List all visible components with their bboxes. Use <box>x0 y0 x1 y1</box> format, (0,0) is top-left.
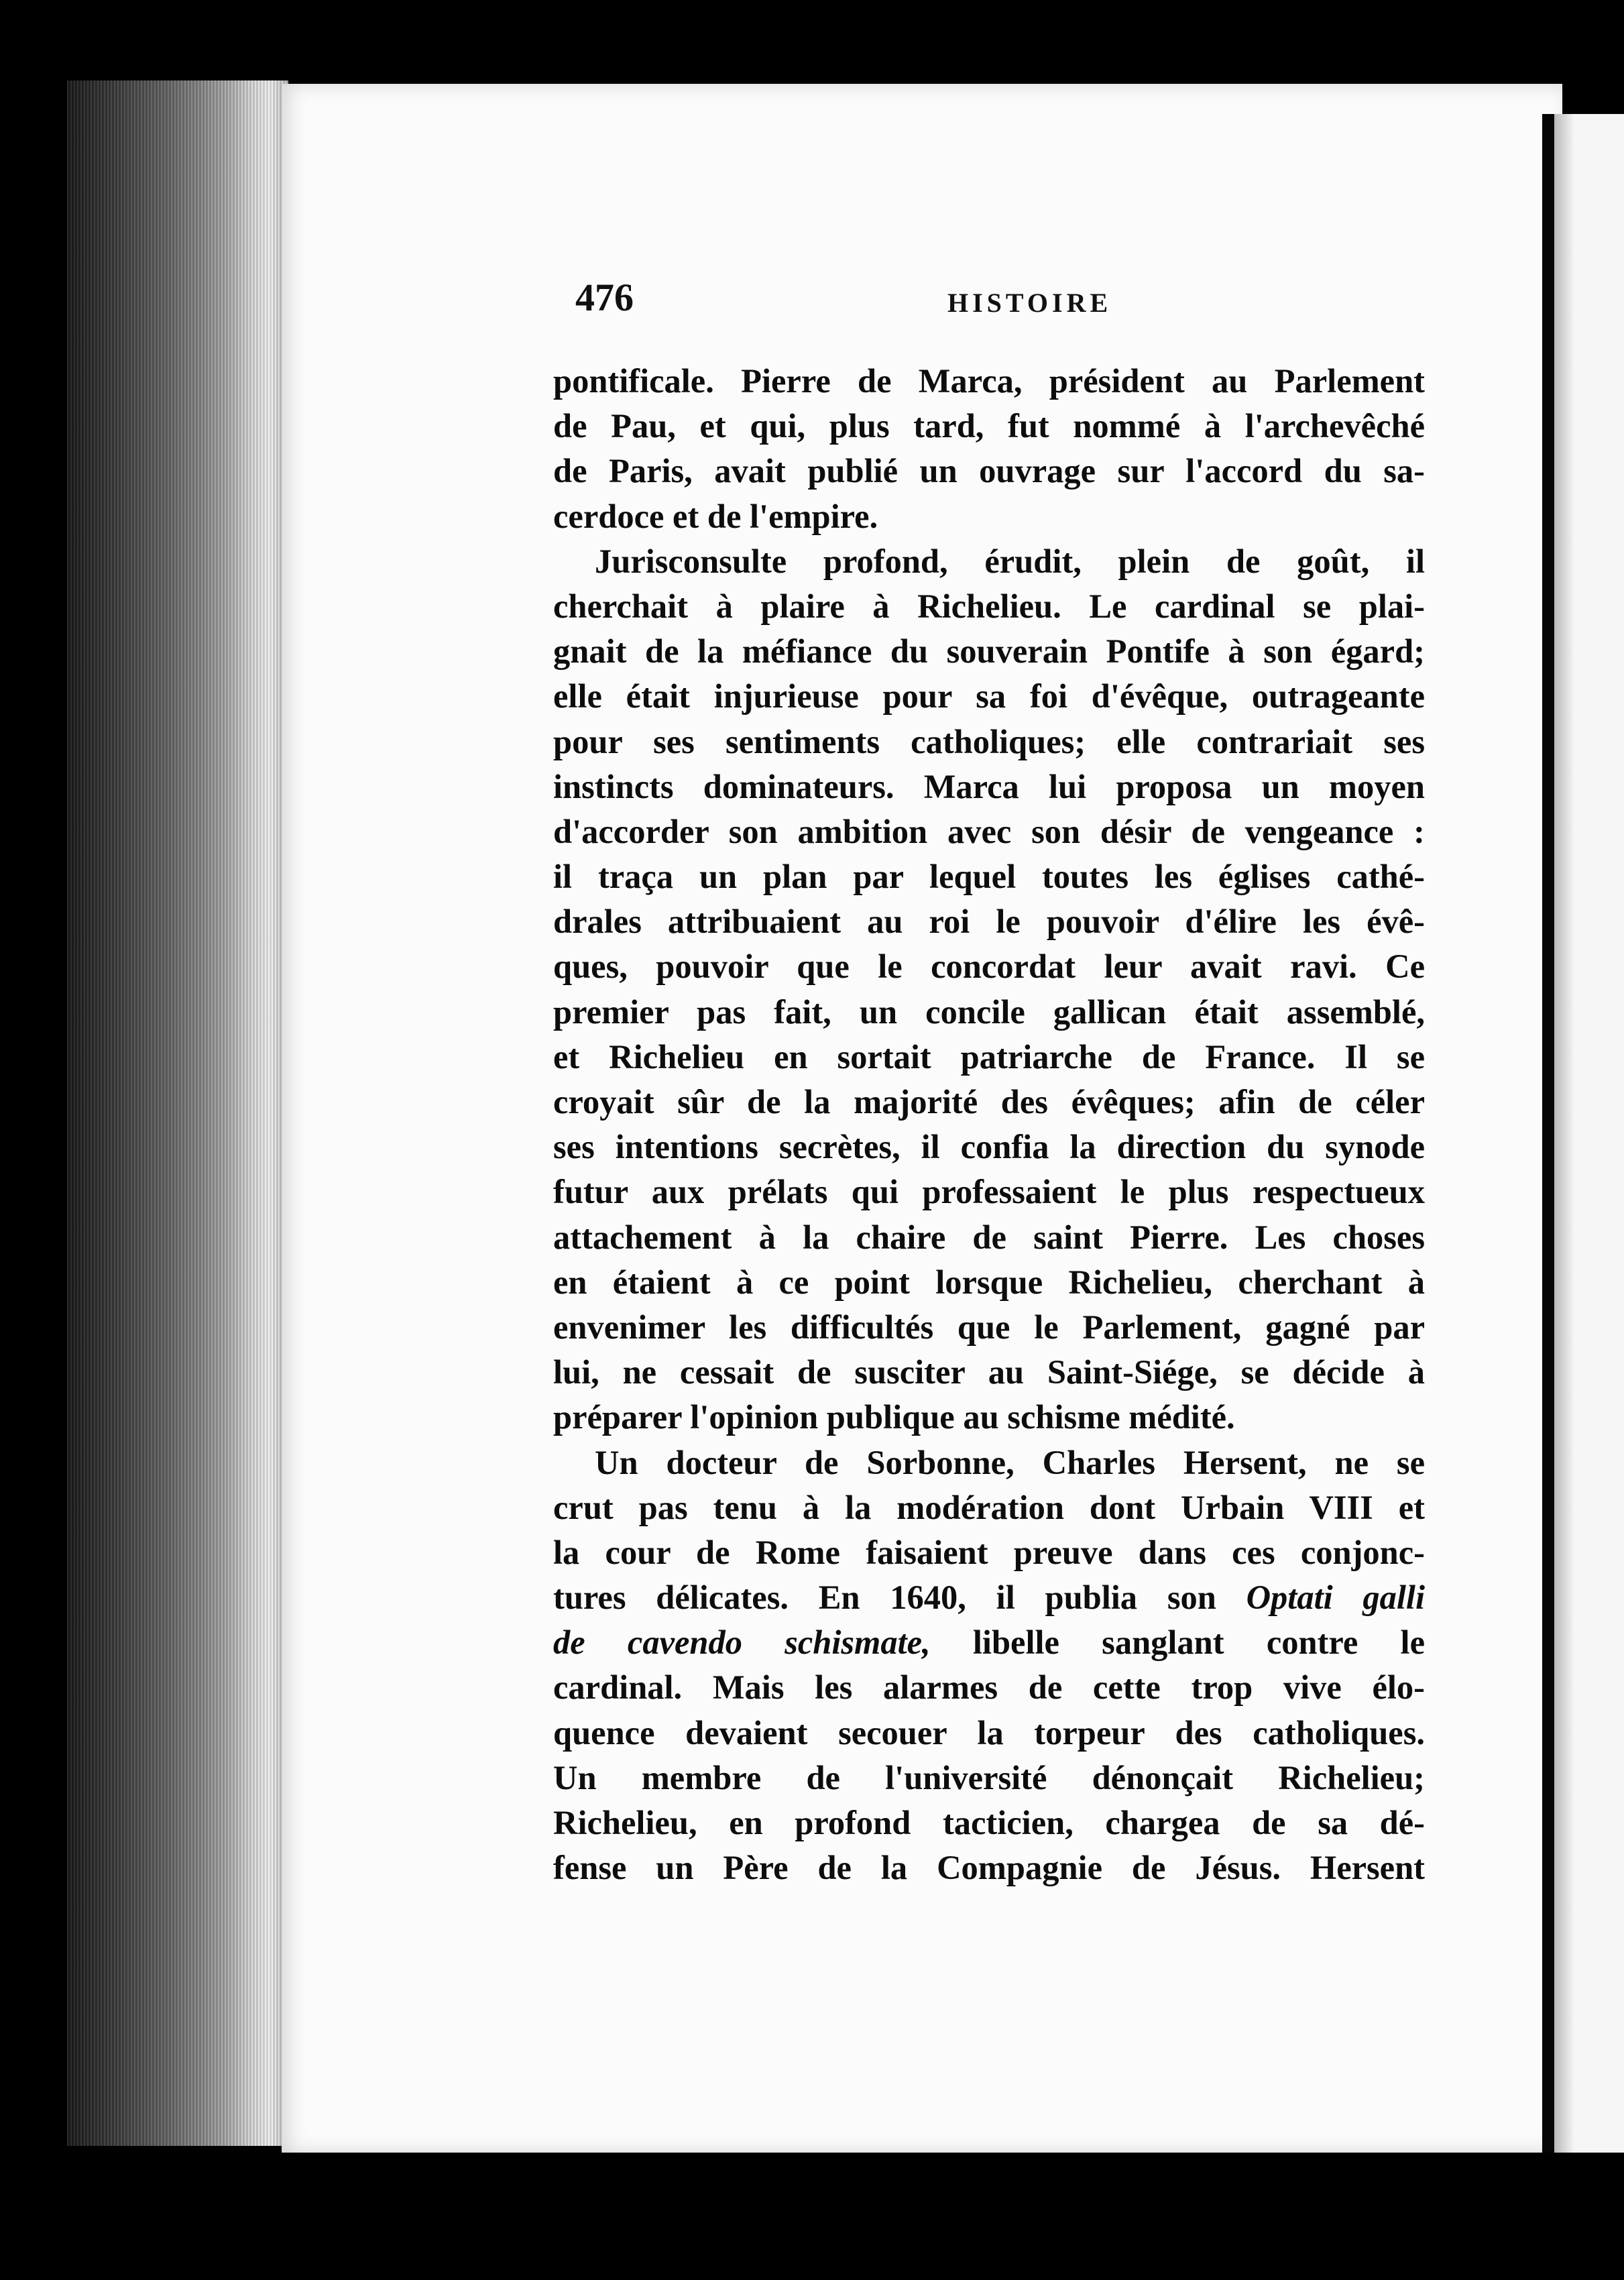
text-line: d'accorder son ambition avec son désir de vengeance : <box>553 812 1425 850</box>
italic-title: Optati galli <box>1246 1579 1425 1617</box>
facing-page-shadow <box>1554 114 1574 2153</box>
text-line: Un docteur de Sorbonne, Charles Hersent, ne se <box>595 1443 1425 1481</box>
text-line: premier pas fait, un concile gallican était assemblé, <box>553 992 1425 1031</box>
text-line: quence devaient secouer la torpeur des catholiques. <box>553 1713 1425 1752</box>
page-header <box>575 275 1434 335</box>
text-line: Richelieu, en profond tacticien, chargea de sa dé- <box>553 1804 1425 1841</box>
text-line: croyait sûr de la majorité des évêques; afin de céler <box>553 1083 1425 1121</box>
text-line: de Paris, avait publié un ouvrage sur l'accord du sa- <box>553 452 1425 490</box>
text-line: crut pas tenu à la modération dont Urbain VIII et <box>553 1488 1425 1526</box>
text-line: il traça un plan par lequel toutes les églises cathé- <box>553 858 1425 896</box>
text-line: pontificale. Pierre de Marca, président au Parlement <box>553 362 1425 400</box>
text-line: pour ses sentiments catholiques; elle contrariait ses <box>553 722 1425 760</box>
page-stack-texture <box>67 80 288 2146</box>
text-line: elle était injurieuse pour sa foi d'évêque, outrageante <box>553 677 1425 716</box>
body-text <box>553 359 1425 1890</box>
text-line: instincts dominateurs. Marca lui proposa un moyen <box>553 767 1425 805</box>
text-line: ses intentions secrètes, il confia la direction du synode <box>553 1128 1425 1166</box>
text-line: envenimer les difficultés que le Parlement, gagné par <box>553 1308 1425 1346</box>
text-segment: libelle sanglant contre le <box>930 1623 1425 1662</box>
text-line: ques, pouvoir que le concordat leur avait ravi. Ce <box>553 948 1425 986</box>
text-line: lui, ne cessait de susciter au Saint-Siége, se décide à <box>553 1353 1425 1391</box>
text-line: drales attribuaient au roi le pouvoir d'élire les évê- <box>553 903 1425 941</box>
text-line: fense un Père de la Compagnie de Jésus. Hersent <box>553 1849 1425 1887</box>
text-line: gnait de la méfiance du souverain Pontife à son égard; <box>553 632 1425 671</box>
text-line <box>553 1575 1425 1620</box>
text-line: cherchait à plaire à Richelieu. Le cardinal se plai- <box>553 587 1425 625</box>
text-line: attachement à la chaire de saint Pierre. Les choses <box>553 1218 1425 1256</box>
text-line: préparer l'opinion publique au schisme médité. <box>553 1398 1235 1436</box>
text-line: futur aux prélats qui professaient le plus respectueux <box>553 1173 1425 1211</box>
text-segment: tures délicates. En 1640, il publia son <box>553 1579 1246 1617</box>
text-line: cardinal. Mais les alarmes de cette trop vive élo- <box>553 1668 1425 1707</box>
text-line: de Pau, et qui, plus tard, fut nommé à l'archevêché <box>553 407 1425 445</box>
text-line: en étaient à ce point lorsque Richelieu, cherchant à <box>553 1263 1425 1301</box>
text-line: la cour de Rome faisaient preuve dans ces conjonc- <box>553 1533 1425 1571</box>
text-line: Jurisconsulte profond, érudit, plein de goût, il <box>595 542 1425 580</box>
italic-title: de cavendo schismate, <box>553 1623 931 1662</box>
text-line: et Richelieu en sortait patriarche de France. Il se <box>553 1037 1425 1076</box>
running-head: HISTOIRE <box>947 288 1112 318</box>
text-line: cerdoce et de l'empire. <box>553 497 878 535</box>
page-number: 476 <box>575 276 634 319</box>
text-line <box>553 1620 1425 1665</box>
text-line: Un membre de l'université dénonçait Richelieu; <box>553 1758 1425 1797</box>
